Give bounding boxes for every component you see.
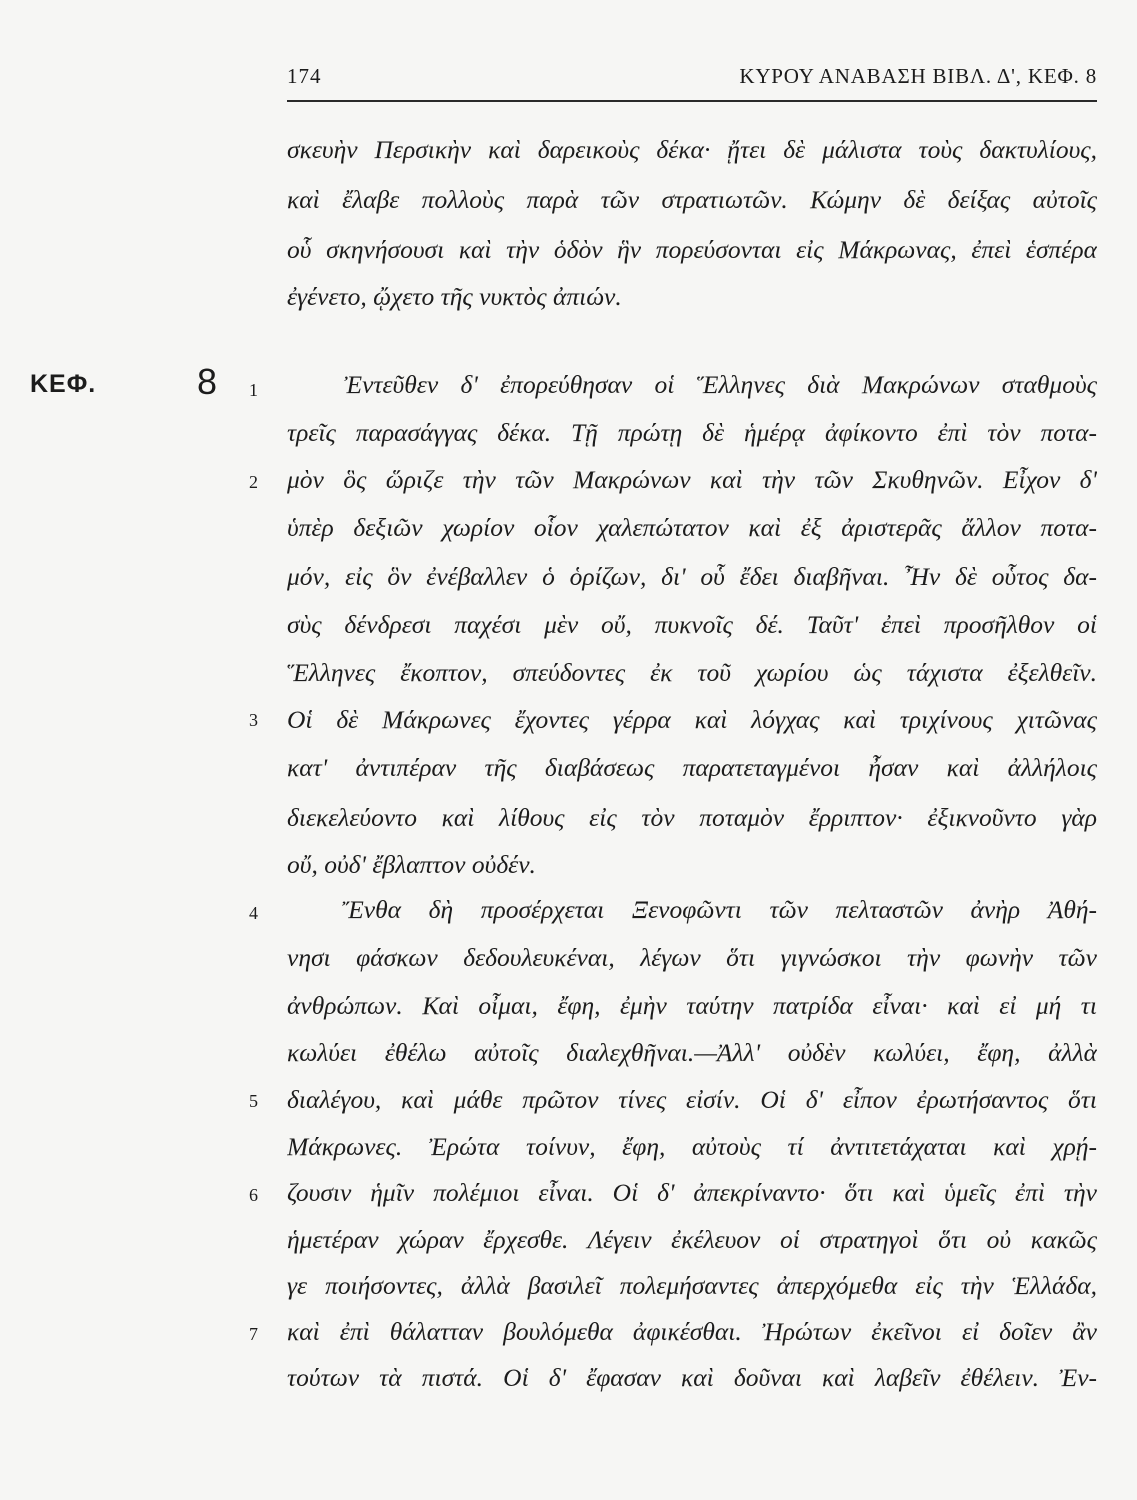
text-line: οὔ, οὐδ' ἔβλαπτον οὐδέν. [287, 850, 536, 879]
text-line: ἡμετέραν χώραν ἔρχεσθε. Λέγειν ἐκέλευον οἱ στρατηγοὶ ὅτι οὐ κακῶς [287, 1225, 1097, 1254]
text-line: ἐγένετο, ᾤχετο τῆς νυκτὸς ἀπιών. [287, 282, 622, 311]
text-line: μὸν ὃς ὥριζε τὴν τῶν Μακρώνων καὶ τὴν τῶν Σκυθηνῶν. Εἶχον δ' [287, 465, 1097, 494]
text-line: διαλέγου, καὶ μάθε πρῶτον τίνες εἰσίν. Οἱ δ' εἶπον ἐρωτήσαντος ὅτι [287, 1085, 1097, 1114]
section-number: 7 [249, 1324, 258, 1344]
text-line: κατ' ἀντιπέραν τῆς διαβάσεως παρατεταγμένοι ἦσαν καὶ ἀλλήλοις [287, 753, 1097, 782]
text-line: νησι φάσκων δεδουλευκέναι, λέγων ὅτι γιγνώσκοι τὴν φωνὴν τῶν [287, 943, 1097, 972]
section-number: 3 [249, 710, 258, 730]
section-number: 6 [249, 1185, 258, 1205]
running-head: ΚΥΡΟΥ ΑΝΑΒΑΣΗ ΒΙΒΛ. Δ', ΚΕΦ. 8 [739, 64, 1097, 88]
text-line: κωλύει ἐθέλω αὐτοῖς διαλεχθῆναι.—Ἀλλ' οὐδὲν κωλύει, ἔφη, ἀλλὰ [287, 1038, 1097, 1067]
text-line: Ἐντεῦθεν δ' ἐπορεύθησαν οἱ Ἕλληνες διὰ Μακρώνων σταθμοὺς [344, 370, 1097, 399]
text-line: καὶ ἔλαβε πολλοὺς παρὰ τῶν στρατιωτῶν. Κώμην δὲ δείξας αὐτοῖς [287, 185, 1097, 214]
text-line: σκευὴν Περσικὴν καὶ δαρεικοὺς δέκα· ᾔτει δὲ μάλιστα τοὺς δακτυλίους, [287, 135, 1097, 164]
text-line: σὺς δένδρεσι παχέσι μὲν οὔ, πυκνοῖς δέ. Ταῦτ' ἐπεὶ προσῆλθον οἱ [287, 610, 1097, 639]
section-number: 2 [249, 472, 258, 492]
text-line: Μάκρωνες. Ἐρώτα τοίνυν, ἔφη, αὐτοὺς τί ἀντιτετάχαται καὶ χρῄ- [287, 1132, 1097, 1161]
text-line: διεκελεύοντο καὶ λίθους εἰς τὸν ποταμὸν ἔρριπτον· ἐξικνοῦντο γὰρ [287, 803, 1097, 832]
section-number: 1 [249, 380, 258, 400]
text-line: Ἔνθα δὴ προσέρχεται Ξενοφῶντι τῶν πελταστῶν ἀνὴρ Ἀθή- [342, 895, 1097, 924]
chapter-number: 8 [197, 361, 218, 402]
text-line: γε ποιήσοντες, ἀλλὰ βασιλεῖ πολεμήσαντες ἀπερχόμεθα εἰς τὴν Ἑλλάδα, [287, 1271, 1097, 1300]
text-line: ἀνθρώπων. Καὶ οἶμαι, ἔφη, ἐμὴν ταύτην πατρίδα εἶναι· καὶ εἰ μή τι [287, 991, 1097, 1020]
text-line: Ἕλληνες ἔκοπτον, σπεύδοντες ἐκ τοῦ χωρίου ὡς τάχιστα ἐξελθεῖν. [287, 658, 1097, 687]
text-line: ὑπὲρ δεξιῶν χωρίον οἷον χαλεπώτατον καὶ ἐξ ἀριστερᾶς ἄλλον ποτα- [287, 513, 1097, 542]
page-number: 174 [287, 64, 322, 88]
text-line: Οἱ δὲ Μάκρωνες ἔχοντες γέρρα καὶ λόγχας καὶ τριχίνους χιτῶνας [287, 705, 1097, 734]
text-line: καὶ ἐπὶ θάλατταν βουλόμεθα ἀφικέσθαι. Ἠρώτων ἐκεῖνοι εἰ δοῖεν ἂν [287, 1317, 1097, 1346]
page-header [287, 64, 1097, 102]
section-number: 4 [249, 903, 258, 923]
text-line: οὗ σκηνήσουσι καὶ τὴν ὁδὸν ἣν πορεύσονται εἰς Μάκρωνας, ἐπεὶ ἑσπέρα [287, 235, 1097, 264]
chapter-label: ΚΕΦ. [30, 370, 97, 398]
text-line: ζουσιν ἡμῖν πολέμιοι εἶναι. Οἱ δ' ἀπεκρίναντο· ὅτι καὶ ὑμεῖς ἐπὶ τὴν [287, 1178, 1097, 1207]
text-line: τούτων τὰ πιστά. Οἱ δ' ἔφασαν καὶ δοῦναι καὶ λαβεῖν ἐθέλειν. Ἐν- [287, 1363, 1097, 1392]
text-line: τρεῖς παρασάγγας δέκα. Τῇ πρώτῃ δὲ ἡμέρᾳ ἀφίκοντο ἐπὶ τὸν ποτα- [287, 418, 1097, 447]
section-number: 5 [249, 1091, 258, 1111]
text-line: μόν, εἰς ὃν ἐνέβαλλεν ὁ ὁρίζων, δι' οὗ ἔδει διαβῆναι. Ἦν δὲ οὗτος δα- [287, 562, 1097, 591]
